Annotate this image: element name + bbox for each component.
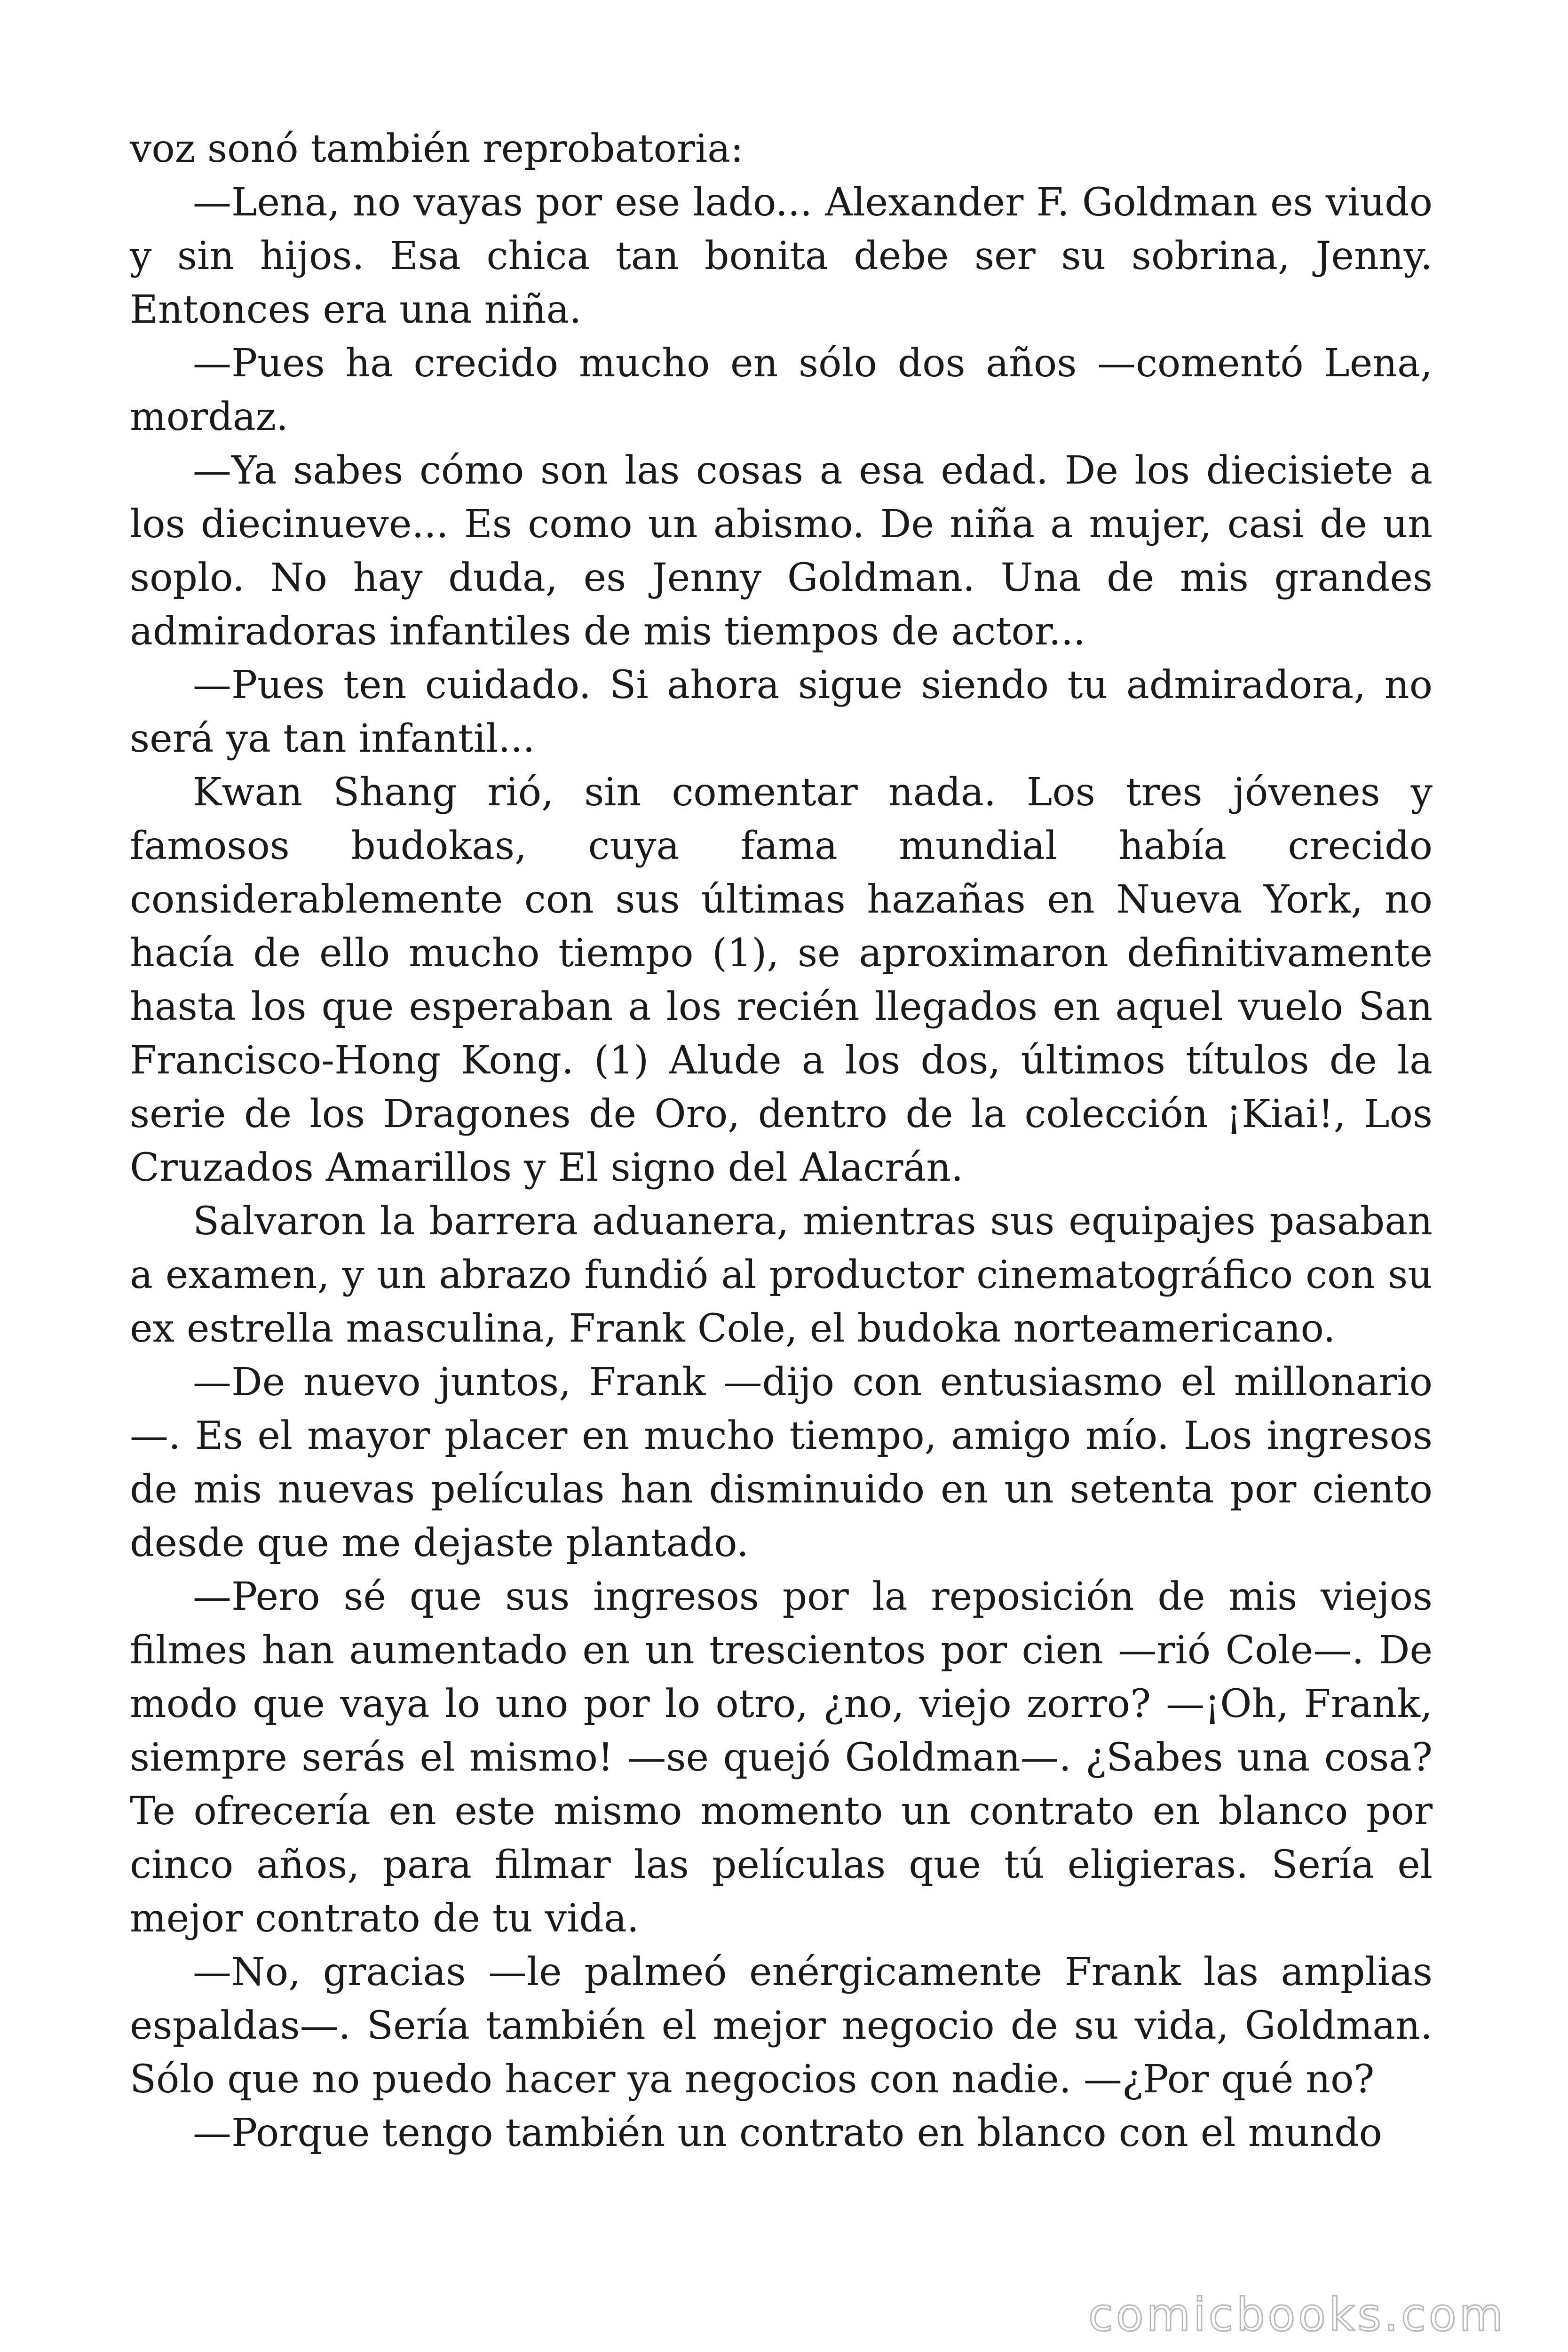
paragraph-6: Kwan Shang rió, sin comentar nada. Los tres jóvenes y famosos budokas, cuya fama mundial había crecido considerablemente con sus últimas hazañas en Nueva York, no hacía de ello mucho tiempo (1), se aproximaron definitivamente hasta los que esperaban a los recién llegados en aquel vuelo San Francisco-Hong Kong. (1) Alude a los dos, últimos títulos de la serie de los Dragones de Oro, dentro de la colección ¡Kiai!, Los Cruzados Amarillos y El signo del Alacrán. [130, 770, 1433, 1190]
paragraph-8: —De nuevo juntos, Frank —dijo con entusiasmo el millonario—. Es el mayor placer en mucho tiempo, amigo mío. Los ingresos de mis nuevas películas han disminuido en un setenta por ciento desde que me dejaste plantado. [130, 1360, 1433, 1565]
watermark: comicbooks.com [1088, 2288, 1506, 2341]
paragraph-9: —Pero sé que sus ingresos por la reposición de mis viejos filmes han aumentado en un trescientos por cien —rió Cole—. De modo que vaya lo uno por lo otro, ¿no, viejo zorro? —¡Oh, Frank, siempre serás el mismo! —se quejó Goldman—. ¿Sabes una cosa? Te ofrecería en este mismo momento un contrato en blanco por cinco años, para filmar las películas que tú eligieras. Sería el mejor contrato de tu vida. [130, 1574, 1433, 1941]
paragraph-2: —Lena, no vayas por ese lado... Alexander F. Goldman es viudo y sin hijos. Esa chica tan bonita debe ser su sobrina, Jenny. Entonces era una niña. [130, 180, 1433, 332]
paragraph-10: —No, gracias —le palmeó enérgicamente Frank las amplias espaldas—. Sería también el mejor negocio de su vida, Goldman. Sólo que no puedo hacer ya negocios con nadie. —¿Por qué no? [130, 1950, 1433, 2102]
paragraph-5: —Pues ten cuidado. Si ahora sigue siendo tu admiradora, no será ya tan infantil... [130, 663, 1433, 761]
paragraph-4: —Ya sabes cómo son las cosas a esa edad. De los diecisiete a los diecinueve... Es como un abismo. De niña a mujer, casi de un soplo. No hay duda, es Jenny Goldman. Una de mis grandes admiradoras infantiles de mis tiempos de actor... [130, 448, 1433, 654]
paragraph-1: voz sonó también reprobatoria: [130, 127, 744, 171]
paragraph-3: —Pues ha crecido mucho en sólo dos años —comentó Lena, mordaz. [130, 341, 1433, 439]
document-page [130, 122, 1433, 2160]
paragraph-11: —Porque tengo también un contrato en blanco con el mundo [193, 2111, 1382, 2155]
paragraph-7: Salvaron la barrera aduanera, mientras sus equipajes pasaban a examen, y un abrazo fundió al productor cinematográfico con su ex estrella masculina, Frank Cole, el budoka norteamericano. [130, 1199, 1433, 1351]
